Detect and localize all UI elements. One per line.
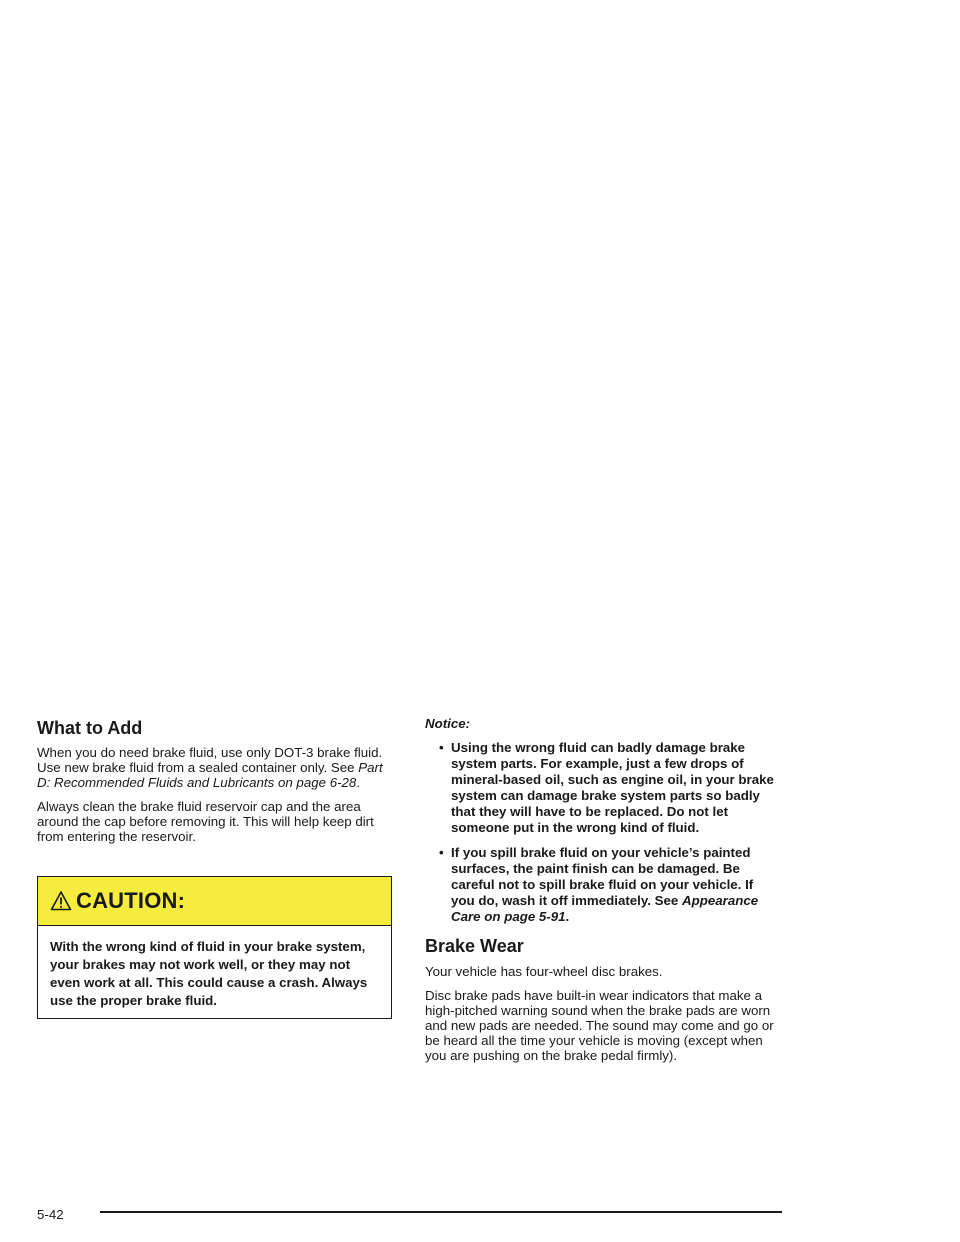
caution-header xyxy=(38,877,391,926)
bullet-icon: • xyxy=(439,845,444,860)
notice-item: • If you spill brake fluid on your vehicle’s painted surfaces, the paint finish can be damaged. Be careful not to spill brake fluid on your vehicle. If you do, wash it off immediately. See Appearance Care on page 5-91. xyxy=(439,845,759,924)
right-column xyxy=(425,716,780,1072)
notice-list xyxy=(425,740,780,925)
bullet-icon: • xyxy=(439,740,444,755)
brake-wear-paragraph-1: Your vehicle has four-wheel disc brakes. xyxy=(425,964,663,979)
what-to-add-heading: What to Add xyxy=(37,718,143,738)
notice-item: • Using the wrong fluid can badly damage brake system parts. For example, just a few drops of mineral-based oil, such as engine oil, in your brake system can damage brake system parts so badly that they will have to be replaced. Do not let someone put in the wrong kind of fluid. xyxy=(439,740,774,835)
what-to-add-paragraph-1: When you do need brake fluid, use only DOT-3 brake fluid. Use new brake fluid from a sealed container only. See Part D: Recommended Fluids and Lubricants on page 6-28. xyxy=(37,745,383,790)
what-to-add-paragraph-2: Always clean the brake fluid reservoir cap and the area around the cap before removing it. This will help keep dirt from entering the reservoir. xyxy=(37,799,374,844)
notice-label: Notice: xyxy=(425,716,471,731)
caution-title: CAUTION: xyxy=(76,888,186,913)
left-column xyxy=(37,716,392,853)
warning-triangle-icon xyxy=(50,890,72,912)
brake-wear-heading: Brake Wear xyxy=(425,936,524,956)
recommended-fluids-link[interactable]: Part D: Recommended Fluids and Lubricants on page 6-28 xyxy=(37,760,383,790)
caution-box xyxy=(37,876,392,1019)
page-number: 5-42 xyxy=(37,1207,64,1222)
caution-body: With the wrong kind of fluid in your brake system, your brakes may not work well, or they may not even work at all. This could cause a crash. Always use the proper brake fluid. xyxy=(50,939,368,1008)
brake-wear-paragraph-2: Disc brake pads have built-in wear indicators that make a high-pitched warning sound when the brake pads are worn and new pads are needed. The sound may come and go or be heard all the time your vehicle is moving (except when you are pushing on the brake pedal firmly). xyxy=(425,988,774,1063)
appearance-care-link[interactable]: Appearance Care on page 5-91 xyxy=(451,893,759,924)
footer-rule xyxy=(100,1211,782,1213)
